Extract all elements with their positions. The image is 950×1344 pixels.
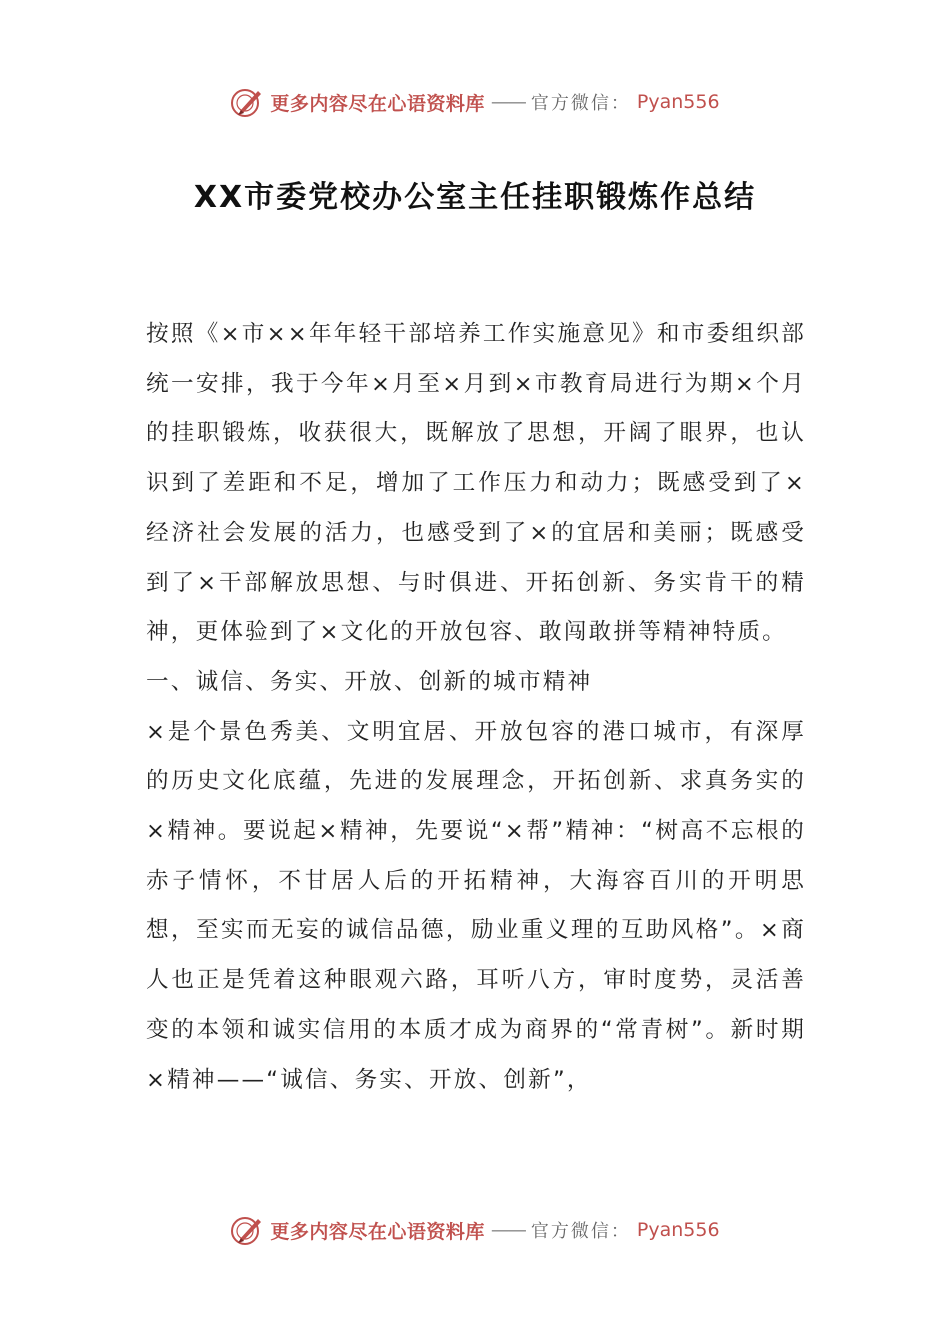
watermark-account-id: Pyan556	[636, 91, 720, 113]
quill-pen-logo-icon	[230, 1213, 264, 1247]
watermark-brand-text: 更多内容尽在心语资料库	[270, 1220, 485, 1243]
watermark-dash: ——	[490, 1219, 525, 1241]
quill-pen-logo-icon	[230, 85, 264, 119]
watermark-brand-text: 更多内容尽在心语资料库	[270, 92, 485, 115]
document-body	[146, 310, 806, 1105]
watermark-wechat-label: 官方微信：	[530, 1221, 631, 1242]
section-heading-1: 一、诚信、务实、开放、创新的城市精神	[146, 668, 593, 695]
body-paragraph-intro: 按照《×市××年年轻干部培养工作实施意见》和市委组织部统一安排，我于今年×月至×月到×市教育局进行为期×个月的挂职锻炼，收获很大，既解放了思想，开阔了眼界，也认识到了差距和不足，增加了工作压力和动力；既感受到了×经济社会发展的活力，也感受到了×的宜居和美丽；既感受到了×干部解放思想、与时俱进、开拓创新、务实肯干的精神，更体验到了×文化的开放包容、敢闯敢拼等精神特质。	[146, 321, 806, 646]
header-watermark-banner	[0, 82, 950, 122]
document-title: XX市委党校办公室主任挂职锻炼作总结	[193, 180, 757, 215]
watermark-wechat-label: 官方微信：	[530, 93, 631, 114]
body-paragraph-city-spirit: ×是个景色秀美、文明宜居、开放包容的港口城市，有深厚的历史文化底蕴，先进的发展理念，开拓创新、求真务实的×精神。要说起×精神，先要说“×帮”精神：“树高不忘根的赤子情怀，不甘居人后的开拓精神，大海容百川的开明思想，至实而无妄的诚信品德，励业重义理的互助风格”。×商人也正是凭着这种眼观六路，耳听八方，审时度势，灵活善变的本领和诚实信用的本质才成为商界的“常青树”。新时期×精神——“诚信、务实、开放、创新”，	[146, 718, 806, 1093]
watermark-dash: ——	[490, 91, 525, 113]
footer-watermark-banner	[0, 1210, 950, 1250]
watermark-account-id: Pyan556	[636, 1219, 720, 1241]
